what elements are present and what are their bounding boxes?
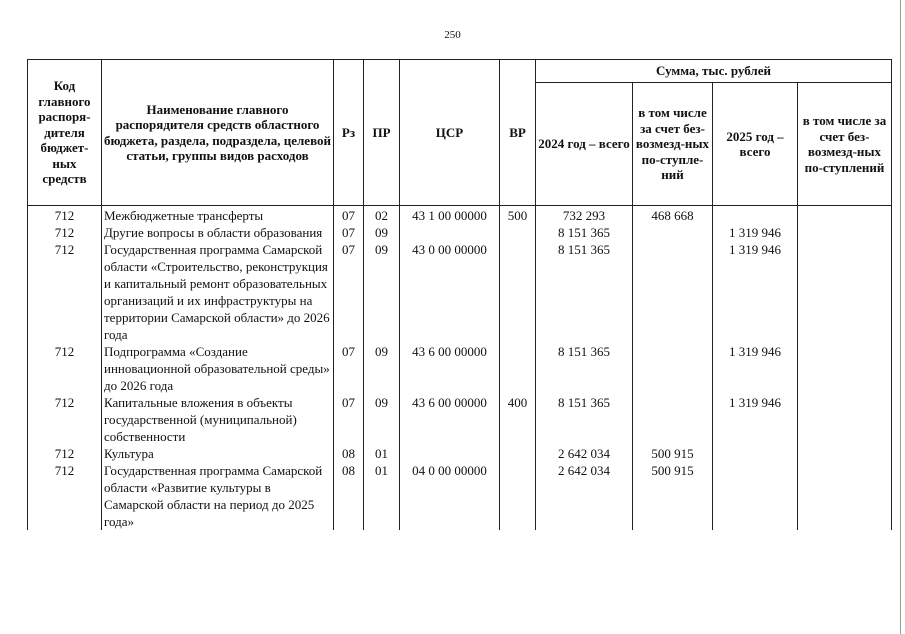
cell-rz: 08 [334, 445, 364, 462]
cell-code: 712 [28, 241, 102, 343]
cell-2024-grants [633, 343, 713, 394]
budget-table [27, 59, 892, 530]
cell-pr: 02 [364, 206, 400, 225]
cell-2025-grants [798, 206, 892, 225]
cell-csr: 04 0 00 00000 [400, 462, 500, 530]
cell-2024-total: 8 151 365 [536, 224, 633, 241]
cell-rz: 07 [334, 206, 364, 225]
cell-name: Межбюджетные трансферты [102, 206, 334, 225]
cell-vr [500, 241, 536, 343]
cell-pr: 01 [364, 462, 400, 530]
cell-2025-total [713, 206, 798, 225]
table-row [28, 224, 892, 241]
cell-2025-total [713, 462, 798, 530]
cell-name: Подпрограмма «Создание инновационной образовательной среды» до 2026 года [102, 343, 334, 394]
cell-rz: 07 [334, 224, 364, 241]
cell-vr [500, 445, 536, 462]
header-2024-grants: в том числе за счет без-возмезд-ных по-ступле-ний [633, 83, 713, 206]
cell-2024-total: 8 151 365 [536, 343, 633, 394]
cell-2025-grants [798, 241, 892, 343]
header-vr: ВР [500, 60, 536, 206]
cell-pr: 01 [364, 445, 400, 462]
cell-2025-total: 1 319 946 [713, 224, 798, 241]
cell-2025-total: 1 319 946 [713, 394, 798, 445]
cell-name: Государственная программа Самарской области «Строительство, реконструкция и капитальный ремонт образовательных организаций и их инфраструктуры на территории Самарской области» до 2026 года [102, 241, 334, 343]
cell-name: Капитальные вложения в объекты государственной (муниципальной) собственности [102, 394, 334, 445]
cell-2024-total: 8 151 365 [536, 394, 633, 445]
cell-vr [500, 343, 536, 394]
page-number: 250 [444, 29, 461, 41]
cell-2025-grants [798, 394, 892, 445]
cell-code: 712 [28, 343, 102, 394]
cell-code: 712 [28, 206, 102, 225]
cell-vr: 500 [500, 206, 536, 225]
cell-2024-grants [633, 241, 713, 343]
cell-2025-total [713, 445, 798, 462]
cell-rz: 07 [334, 241, 364, 343]
header-2024-total: 2024 год – всего [536, 83, 633, 206]
cell-csr: 43 1 00 00000 [400, 206, 500, 225]
header-rz: Рз [334, 60, 364, 206]
header-csr: ЦСР [400, 60, 500, 206]
table-row [28, 462, 892, 530]
cell-vr [500, 462, 536, 530]
cell-2025-grants [798, 462, 892, 530]
cell-2024-total: 2 642 034 [536, 462, 633, 530]
header-name: Наименование главного распорядителя средств областного бюджета, раздела, подраздела, целевой статьи, группы видов расходов [102, 60, 334, 206]
cell-rz: 07 [334, 343, 364, 394]
cell-2024-grants [633, 394, 713, 445]
cell-pr: 09 [364, 241, 400, 343]
cell-2024-grants [633, 224, 713, 241]
cell-pr: 09 [364, 343, 400, 394]
header-2025-total: 2025 год – всего [713, 83, 798, 206]
cell-2024-grants: 500 915 [633, 462, 713, 530]
cell-code: 712 [28, 224, 102, 241]
header-2025-grants: в том числе за счет без-возмезд-ных по-ступлений [798, 83, 892, 206]
cell-2024-grants: 468 668 [633, 206, 713, 225]
cell-code: 712 [28, 445, 102, 462]
cell-2025-total: 1 319 946 [713, 343, 798, 394]
header-pr: ПР [364, 60, 400, 206]
scan-edge-line [900, 0, 901, 634]
cell-2025-grants [798, 343, 892, 394]
cell-2024-total: 732 293 [536, 206, 633, 225]
cell-name: Государственная программа Самарской области «Развитие культуры в Самарской области на период до 2025 года» [102, 462, 334, 530]
table-row [28, 343, 892, 394]
cell-csr: 43 0 00 00000 [400, 241, 500, 343]
cell-pr: 09 [364, 224, 400, 241]
cell-rz: 08 [334, 462, 364, 530]
header-code: Код главного распоря-дителя бюджет-ных средств [28, 60, 102, 206]
table-row [28, 241, 892, 343]
cell-2024-total: 2 642 034 [536, 445, 633, 462]
cell-rz: 07 [334, 394, 364, 445]
table-row [28, 394, 892, 445]
cell-csr: 43 6 00 00000 [400, 343, 500, 394]
cell-name: Другие вопросы в области образования [102, 224, 334, 241]
table-row [28, 206, 892, 225]
cell-name: Культура [102, 445, 334, 462]
cell-2024-total: 8 151 365 [536, 241, 633, 343]
cell-2025-grants [798, 445, 892, 462]
header-sum: Сумма, тыс. рублей [536, 60, 892, 83]
table-row [28, 445, 892, 462]
cell-csr: 43 6 00 00000 [400, 394, 500, 445]
cell-csr [400, 224, 500, 241]
cell-csr [400, 445, 500, 462]
cell-2024-grants: 500 915 [633, 445, 713, 462]
cell-vr: 400 [500, 394, 536, 445]
cell-pr: 09 [364, 394, 400, 445]
cell-code: 712 [28, 394, 102, 445]
cell-code: 712 [28, 462, 102, 530]
cell-2025-total: 1 319 946 [713, 241, 798, 343]
cell-2025-grants [798, 224, 892, 241]
cell-vr [500, 224, 536, 241]
